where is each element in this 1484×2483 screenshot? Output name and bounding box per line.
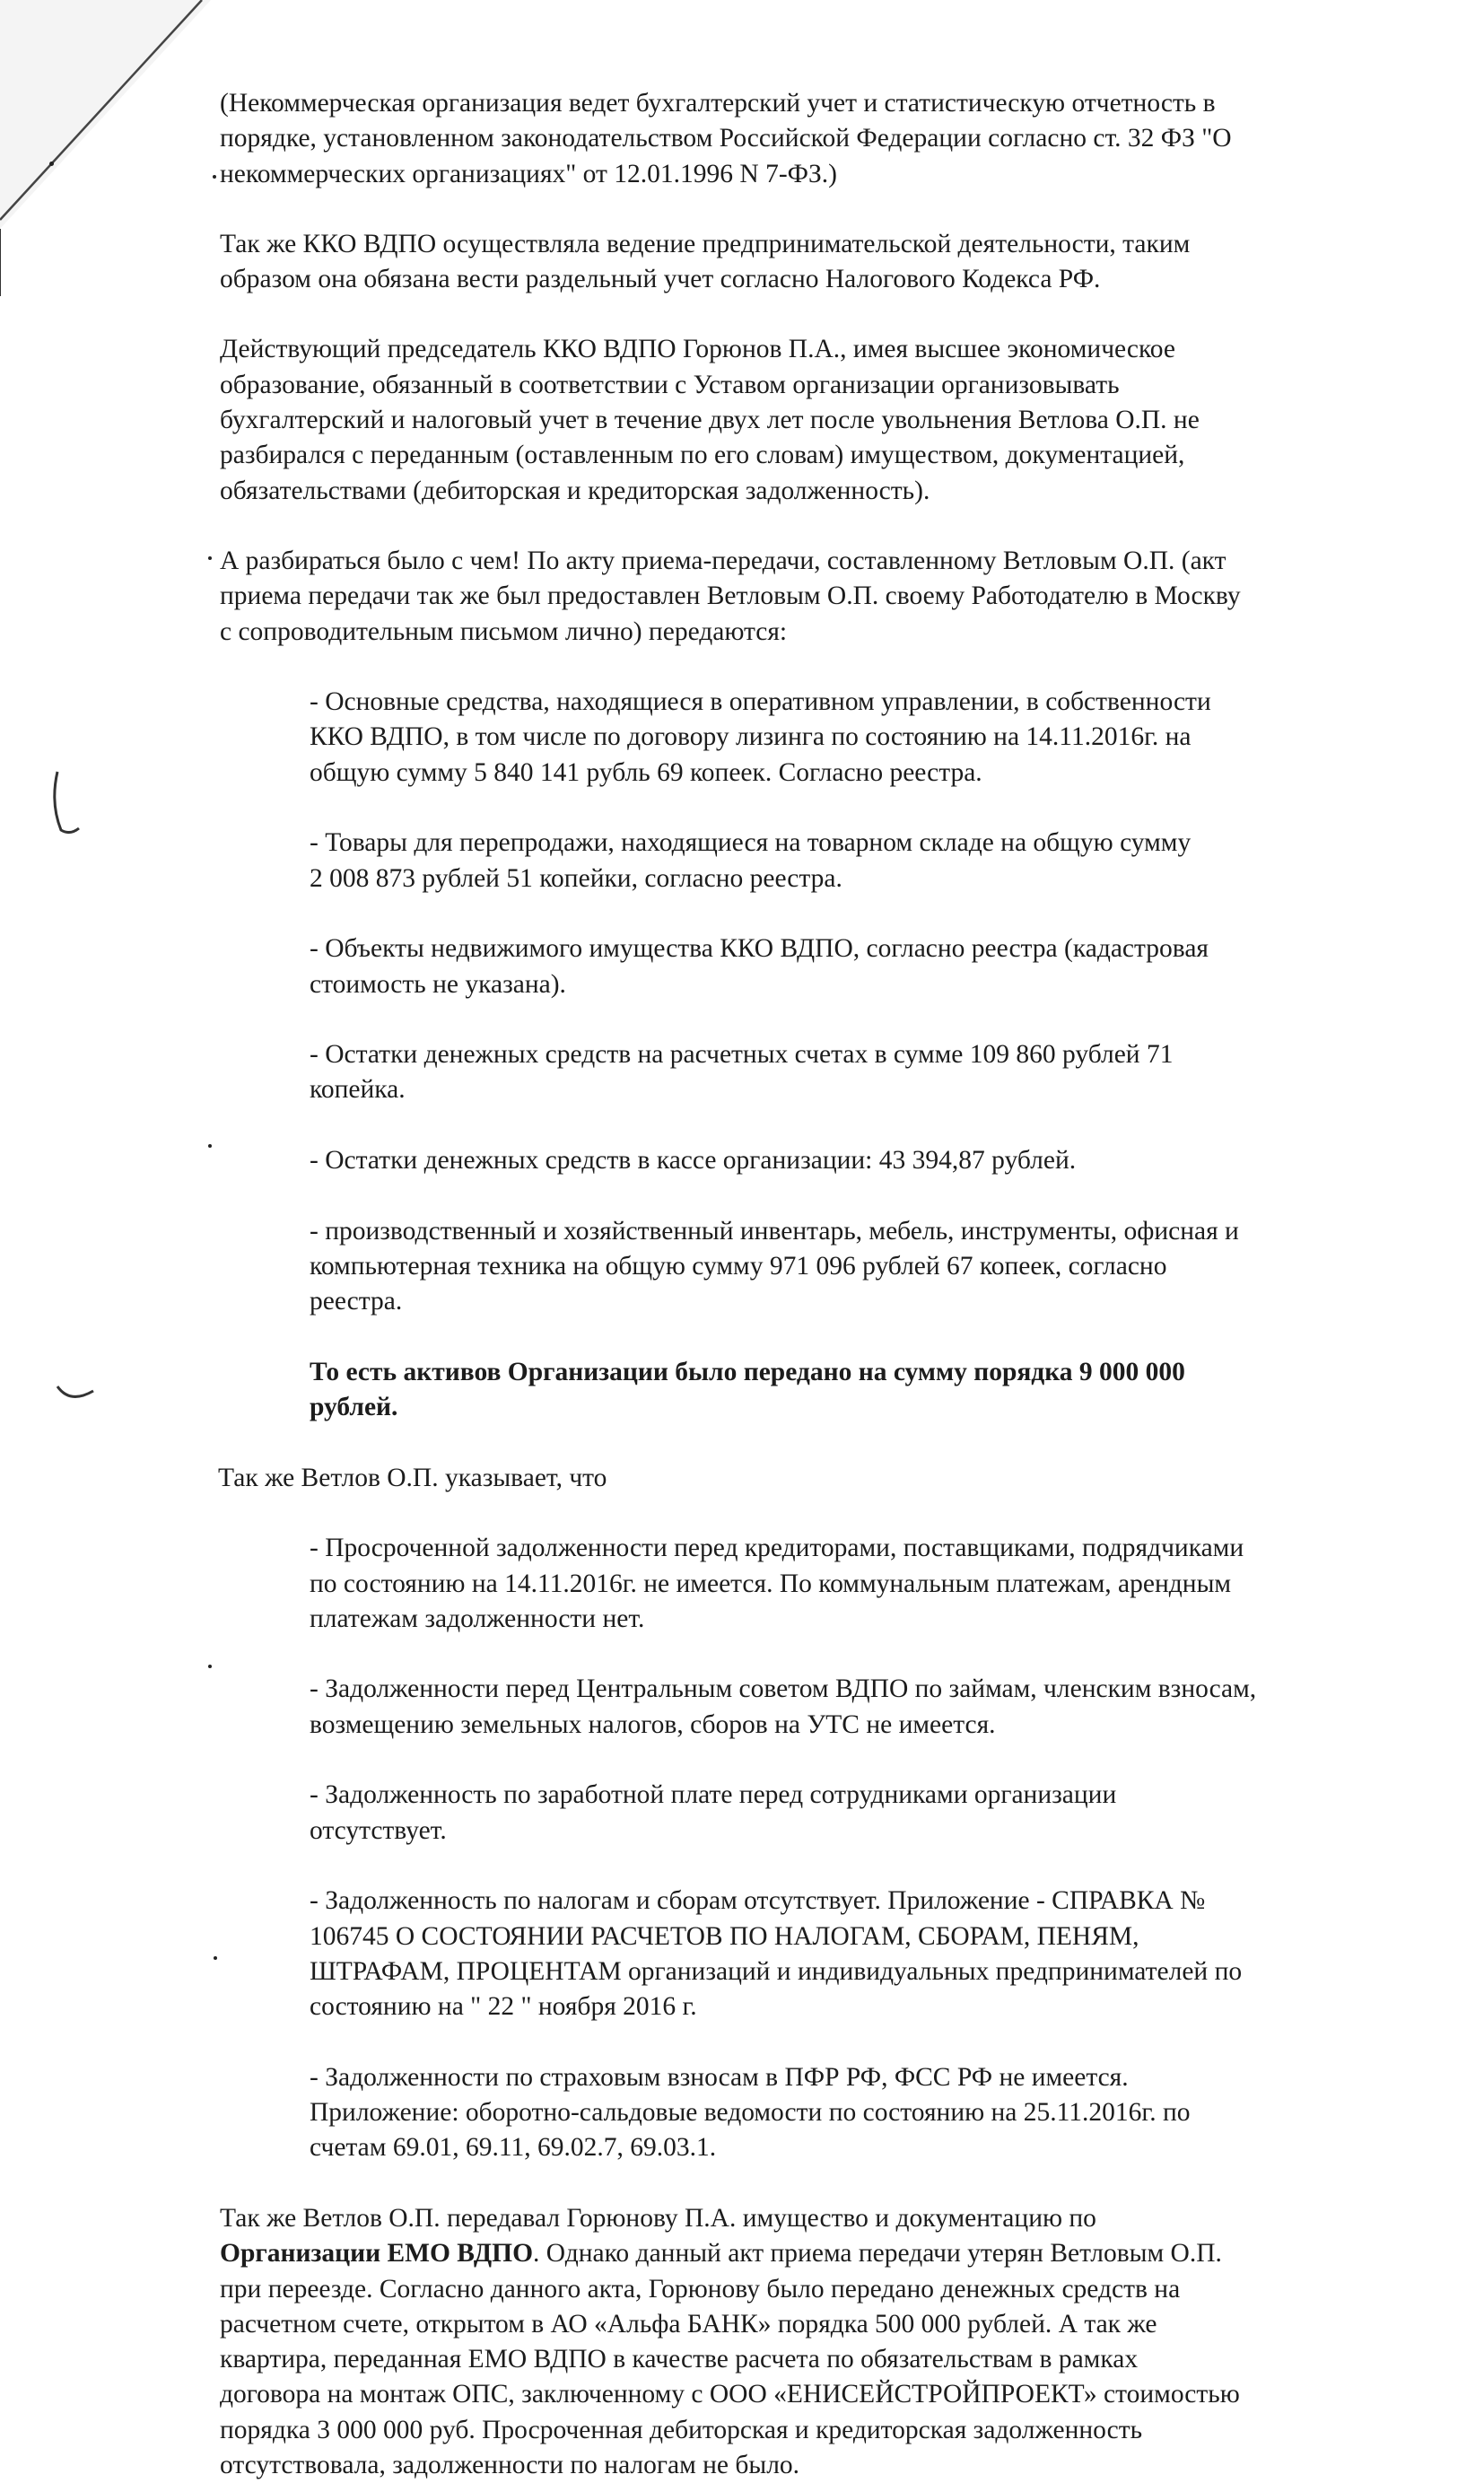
list-item: - Остатки денежных средств на расчетных счетах в сумме 109 860 рублей 71 копейка.	[310, 1040, 1174, 1105]
assets-total: То есть активов Организации было передано на сумму порядка 9 000 000 рублей.	[310, 1357, 1185, 1422]
scan-dot	[214, 1956, 217, 1960]
list-item: - Просроченной задолженности перед кредиторами, поставщиками, подрядчиками по состоянию на 14.11.2016г. не имеется. По коммунальным платежам, арендным платежам задолженности нет.	[310, 1534, 1244, 1633]
paragraph-emo-vdpo	[220, 2201, 1377, 2483]
hole-punch-mark	[47, 767, 83, 839]
liabilities-list	[310, 1496, 1377, 2201]
list-item: - Основные средства, находящиеся в оперативном управлении, в собственности ККО ВДПО, в том числе по договору лизинга по состоянию на 14.11.2016г. на общую сумму 5 840 141 рубль 69 копеек. Согласно реестра.	[310, 687, 1211, 787]
scan-dot	[208, 556, 212, 560]
list-item: - Товары для перепродажи, находящиеся на товарном складе на общую сумму 2 008 873 рублей 51 копейки, согласно реестра.	[310, 828, 1192, 893]
paragraph-liabilities-intro: Так же Ветлов О.П. указывает, что	[218, 1463, 607, 1492]
letter-body	[220, 86, 1377, 2483]
list-item: - Задолженность по налогам и сборам отсутствует. Приложение - СПРАВКА № 106745 О СОСТОЯНИИ РАСЧЕТОВ ПО НАЛОГАМ, СБОРАМ, ПЕНЯМ, ШТРАФАМ, ПРОЦЕНТАМ организаций и индивидуальных предпринимателей по состоянию на " 22 " ноября 2016 г.	[310, 1886, 1243, 2022]
list-item: - Задолженности перед Центральным советом ВДПО по займам, членским взносам, возмещению земельных налогов, сборов на УТС не имеется.	[310, 1674, 1257, 1739]
organization-name-bold: Организации ЕМО ВДПО	[220, 2239, 534, 2269]
scan-dot	[208, 1144, 212, 1148]
scan-dot	[213, 175, 216, 179]
list-item: - Задолженности по страховым взносам в ПФР РФ, ФСС РФ не имеется. Приложение: оборотно-сальдовые ведомости по состоянию на 25.11.2016г. по счетам 69.01, 69.11, 69.02.7, 69.03.1.	[310, 2062, 1191, 2163]
paragraph-entrepreneurial-activity: Так же ККО ВДПО осуществляла ведение предпринимательской деятельности, таким образом она обязана вести раздельный учет согласно Налогового Кодекса РФ.	[220, 229, 1191, 294]
paragraph-legal-basis: (Некоммерческая организация ведет бухгалтерский учет и статистическую отчетность в порядке, установленном законодательством Российской Федерации согласно ст. 32 ФЗ "О некоммерческих организациях" от 12.01.1996 N 7-ФЗ.)	[220, 89, 1232, 188]
list-item: - Объекты недвижимого имущества ККО ВДПО, согласно реестра (кадастровая стоимость не указана).	[310, 934, 1209, 999]
list-item: - производственный и хозяйственный инвентарь, мебель, инструменты, офисная и компьютерная техника на общую сумму 971 096 рублей 67 копеек, согласно реестра.	[310, 1216, 1239, 1316]
scan-dot	[208, 1665, 212, 1668]
hole-punch-mark	[52, 1364, 97, 1409]
list-item: - Задолженность по заработной плате перед сотрудниками организации отсутствует.	[310, 1780, 1117, 1845]
paragraph-transfer-act: А разбираться было с чем! По акту приема-передачи, составленному Ветловым О.П. (акт приема передачи так же был предоставлен Ветловым О.П. своему Работодателю в Москву с сопроводительным письмом лично) передаются:	[220, 546, 1241, 646]
scan-dot	[49, 162, 54, 166]
corner-fold-shadow	[0, 0, 233, 296]
paragraph-emo-rest: . Однако данный акт приема передачи утерян Ветловым О.П. при переезде. Согласно данного акта, Горюнову было передано денежных средств на расчетном счете, открытом в АО «Альфа БАНК» порядка 500 000 рублей. А так же квартира, переданная ЕМО ВДПО в качестве расчета по обязательствам в рамках договора на монтаж ОПС, заключенному с ООО «ЕНИСЕЙСТРОЙПРОЕКТ» стоимостью порядка 3 000 000 руб. Просроченная дебиторская и кредиторская задолженность отсутствовала, задолженности по налогам не было.	[220, 2239, 1240, 2479]
paragraph-emo-line1: Так же Ветлов О.П. передавал Горюнову П.А. имущество и документацию по	[220, 2203, 1096, 2233]
assets-list	[310, 650, 1377, 1461]
list-item: - Остатки денежных средств в кассе организации: 43 394,87 рублей.	[310, 1146, 1077, 1176]
paragraph-chairman: Действующий председатель ККО ВДПО Горюнов П.А., имея высшее экономическое образование, обязанный в соответствии с Уставом организации организовывать бухгалтерский и налоговый учет в течение двух лет после увольнения Ветлова О.П. не разбирался с переданным (оставленным по его словам) имуществом, документацией, обязательствами (дебиторская и кредиторская задолженность).	[220, 335, 1200, 505]
